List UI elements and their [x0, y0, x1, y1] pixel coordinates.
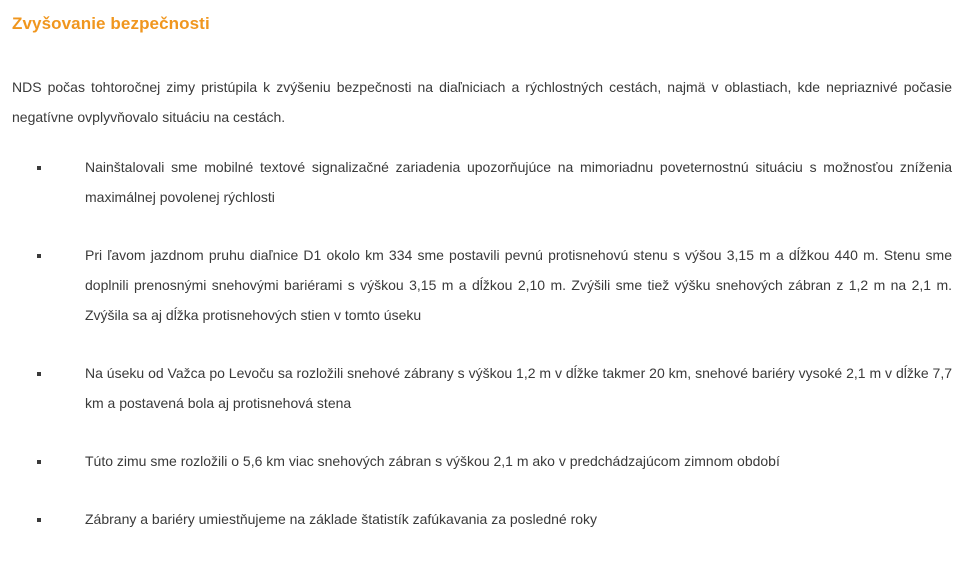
- square-bullet-icon: [37, 372, 41, 376]
- list-item-text: Zábrany a bariéry umiestňujeme na základe štatistík zafúkavania za posledné roky: [85, 511, 598, 527]
- list-item-text: Na úseku od Važca po Levoču sa rozložili snehové zábrany s výškou 1,2 m v dĺžke takmer 20 km, snehové bariéry vysoké 2,1 m v dĺžke 7,7 km a postavená bola aj protisnehová stena: [85, 365, 952, 411]
- square-bullet-icon: [37, 518, 41, 522]
- section-heading: Zvyšovanie bezpečnosti: [12, 14, 210, 33]
- list-item-text: Pri ľavom jazdnom pruhu diaľnice D1 okolo km 334 sme postavili pevnú protisnehovú stenu s výšou 3,15 m a dĺžkou 440 m. Stenu sme doplnili prenosnými snehovými bariérami s výškou 3,15 m a dĺžkou 2,10 m. Zvýšili sme tiež výšku snehových zábran z 1,2 m na 2,1 m. Zvýšila sa aj dĺžka protisnehových stien v tomto úseku: [85, 247, 952, 323]
- list-item: [0, 446, 952, 476]
- list-item: [0, 504, 952, 534]
- square-bullet-icon: [37, 166, 41, 170]
- bullet-list: [0, 152, 963, 562]
- intro-paragraph: NDS počas tohtoročnej zimy pristúpila k zvýšeniu bezpečnosti na diaľniciach a rýchlostných cestách, najmä v oblastiach, kde nepriaznivé počasie negatívne ovplyvňovalo situáciu na cestách.: [12, 79, 952, 125]
- square-bullet-icon: [37, 460, 41, 464]
- list-item: [0, 358, 952, 418]
- list-item: [0, 152, 952, 212]
- list-item-text: Túto zimu sme rozložili o 5,6 km viac snehových zábran s výškou 2,1 m ako v predchádzajúcom zimnom období: [85, 453, 780, 469]
- list-item: [0, 240, 952, 330]
- square-bullet-icon: [37, 254, 41, 258]
- list-item-text: Nainštalovali sme mobilné textové signalizačné zariadenia upozorňujúce na mimoriadnu poveternostnú situáciu s možnosťou zníženia maximálnej povolenej rýchlosti: [85, 159, 952, 205]
